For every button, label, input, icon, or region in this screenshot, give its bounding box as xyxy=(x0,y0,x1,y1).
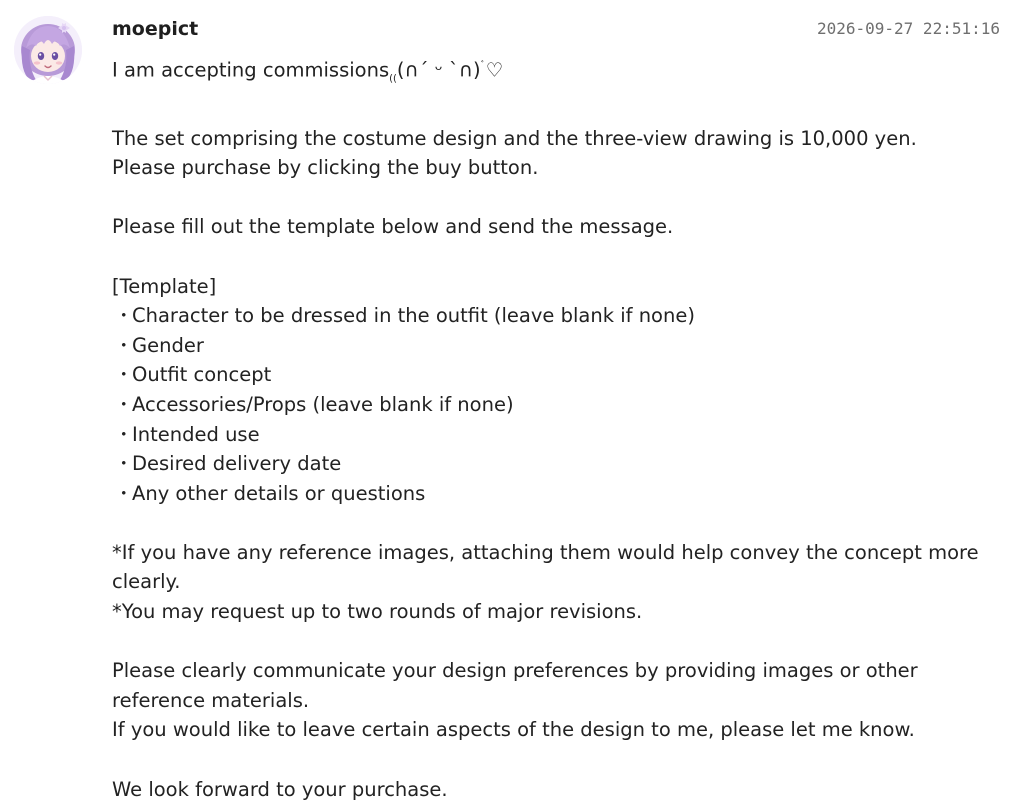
template-item xyxy=(112,360,1004,390)
template-instruction: Please fill out the template below and send the message. xyxy=(112,215,674,239)
template-item-text: Character to be dressed in the outfit (leave blank if none) xyxy=(132,304,695,328)
emoticon: (∩´ ᵕ `∩) xyxy=(396,58,481,82)
user-avatar[interactable] xyxy=(14,16,82,84)
bullet-icon: ・ xyxy=(114,422,134,446)
heart-icon: ♡ xyxy=(485,58,504,82)
avatar-illustration xyxy=(14,16,82,84)
template-item-text: Outfit concept xyxy=(132,363,272,387)
template-heading: [Template] xyxy=(112,274,217,298)
bullet-icon: ・ xyxy=(114,333,134,357)
purchase-instruction: Please purchase by clicking the buy button. xyxy=(112,156,539,180)
reference-note: *If you have any reference images, attaching them would help convey the concept more clearly. xyxy=(112,540,979,594)
template-item xyxy=(112,331,1004,361)
username[interactable]: moepict xyxy=(112,18,199,40)
bullet-icon: ・ xyxy=(114,363,134,387)
emoticon-suffix: ﾞ xyxy=(480,61,486,72)
template-item-text: Any other details or questions xyxy=(132,481,426,505)
template-item-text: Intended use xyxy=(132,422,260,446)
template-item-text: Accessories/Props (leave blank if none) xyxy=(132,392,514,416)
preferences-paragraph: Please clearly communicate your design preferences by providing images or other reference materials. xyxy=(112,659,918,712)
revision-note: *You may request up to two rounds of major revisions. xyxy=(112,600,643,624)
bullet-icon: ・ xyxy=(114,481,134,505)
template-item xyxy=(112,390,1004,420)
message-timestamp: 2026-09-27 22:51:16 xyxy=(816,19,1000,38)
bullet-icon: ・ xyxy=(114,392,134,416)
bullet-icon: ・ xyxy=(114,452,134,476)
template-item xyxy=(112,301,1004,331)
template-item xyxy=(112,449,1004,479)
emoticon-prefix: (( xyxy=(389,73,397,85)
intro-text: I am accepting commissions xyxy=(112,58,390,82)
closing-line: We look forward to your purchase. xyxy=(112,777,448,801)
leave-to-me-paragraph: If you would like to leave certain aspects of the design to me, please let me know. xyxy=(112,718,915,742)
price-line: The set comprising the costume design and the three-view drawing is 10,000 yen. xyxy=(112,126,917,150)
template-item-text: Gender xyxy=(132,333,204,357)
bullet-icon: ・ xyxy=(114,304,134,328)
template-item xyxy=(112,420,1004,450)
template-item-text: Desired delivery date xyxy=(132,452,342,476)
message-body xyxy=(112,52,1004,804)
intro-line xyxy=(112,52,1004,94)
template-item xyxy=(112,479,1004,509)
